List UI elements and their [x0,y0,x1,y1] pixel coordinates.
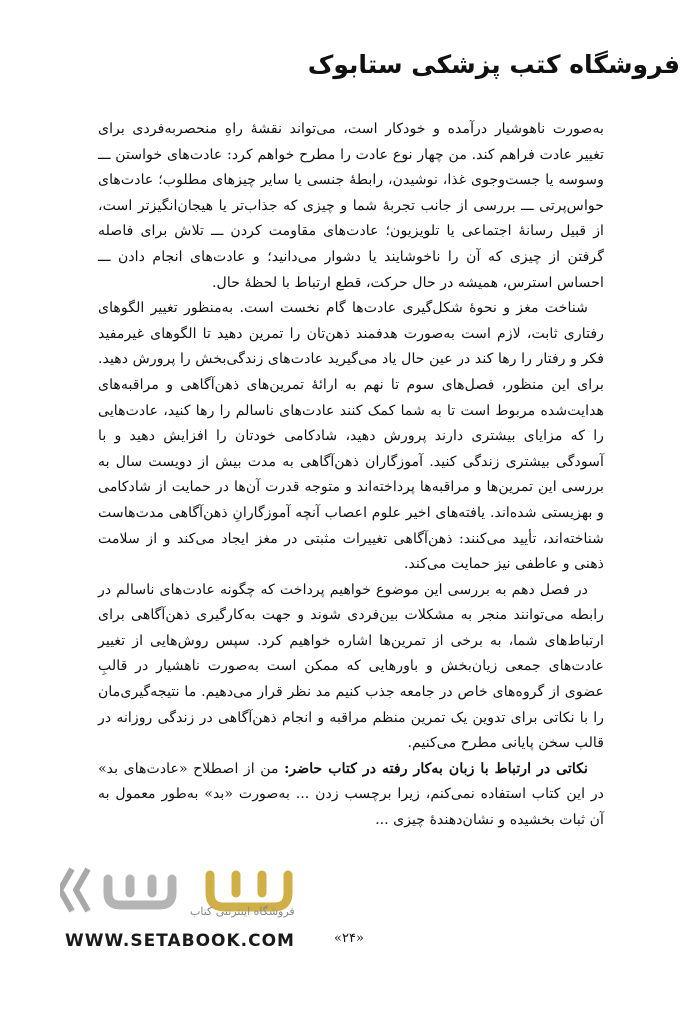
body-text [98,117,604,834]
watermark-url: WWW.SETABOOK.COM [65,931,295,951]
page-header-title: فروشگاه کتب پزشکی ستابوک [307,50,680,79]
paragraph-2 [98,296,604,578]
paragraph-4-text: من از اصطلاح «عادت‌های بد» در این کتاب استفاده نمی‌کنم، زیرا برچسب زدن ... به‌صورت «بد» به‌طور معمول به آن ثبات بخشیده و نشان‌دهندهٔ چیزی ... [98,760,604,829]
paragraph-3 [98,578,604,757]
paragraph-4 [98,757,604,834]
paragraph-2-text: شناخت مغز و نحوهٔ شکل‌گیری عادت‌ها گام نخست است. به‌منظور تغییر الگوهای رفتاری ثابت، لازم است به‌صورت هدفمند ذهن‌تان را تمرین دهید تا الگوهای غیرمفید فکر و رفتار را رها کند در عین حال یاد می‌گیرید عادت‌های زندگی‌بخش را پرورش دهید. برای این منظور، فصل‌های سوم تا نهم به ارائهٔ تمرین‌های ذهن‌آگاهی و مراقبه‌های هدایت‌شده مربوط است تا به شما کمک کنند عادت‌های ناسالم را رها کنید، عادت‌هایی را که مزایای بیشتری دارند پرورش دهید، شادکامی خودتان را افزایش دهید و با آسودگی بیشتری زندگی کنید. آموزگاران ذهن‌آگاهی به مدت بیش از دویست سال به بررسی این تمرین‌ها و مراقبه‌ها پرداخته‌اند و متوجه قدرت آن‌ها در حمایت از شادکامی و بهزیستی شده‌اند. یافته‌های اخیر علوم اعصاب آنچه آموزگارانِ ذهن‌آگاهی مدت‌هاست شناخته‌اند، تأیید می‌کنند: ذهن‌آگاهی تغییرات مثبتی در مغز ایجاد می‌کند و از سلامت ذهنی و عاطفی نیز حمایت می‌کند. [98,300,604,573]
paragraph-3-text: در فصل دهم به بررسی این موضوع خواهیم پرداخت که چگونه عادت‌های ناسالم در رابطه می‌توانند منجر به مشکلات بین‌فردی شوند و جهت به‌کارگیری ذهن‌آگاهی برای ارتباط‌های شما، به برخی از تمرین‌ها اشاره خواهیم کرد. سپس روش‌هایی از تغییر عادت‌های جمعی زیان‌بخش و باورهایی که ممکن است به‌صورت ناهشیار در قالبِ عضوی از گروه‌های خاص در جامعه جذب کنیم مد نظر قرار می‌دهیم. ما نتیجه‌گیری‌مان را با نکاتی برای تدوین یک تمرین منظم مراقبه و انجام ذهن‌آگاهی در زندگی روزانه در قالب سخن پایانی مطرح می‌کنیم. [98,581,604,752]
paragraph-1 [98,117,604,296]
paragraph-4-lead: نکاتی در ارتباط با زبان به‌کار رفته در کتاب حاضر: [284,760,588,777]
page-number: «۲۴» [334,931,364,946]
paragraph-1-text: به‌صورت ناهوشیار درآمده و خودکار است، می‌تواند نقشهٔ راهِ منحصربه‌فردی برای تغییر عادت فراهم کند. من چهار نوع عادت را مطرح خواهم کرد: عادت‌های خواستن ـــ وسوسه یا جست‌وجوی غذا، نوشیدن، رابطهٔ جنسی یا سایر چیزهای مطلوب؛ عادت‌های حواس‌پرتی ـــ بررسی از جانب تجربهٔ شما و چیزی که جذاب‌تر یا هیجان‌انگیزتر است، از قبیل رسانهٔ اجتماعی یا تلویزیون؛ عادت‌های مقاومت کردن ـــ تلاش برای فاصله گرفتن از چیزی که آن را ناخوشایند یا دشوار می‌دانید؛ و عادت‌های انجام دادن ـــ احساس استرس، همیشه در حال حرکت، قطع ارتباط با لحظهٔ حال. [98,121,604,291]
watermark-caption: فروشگاه اینترنتی کتاب [190,905,295,918]
